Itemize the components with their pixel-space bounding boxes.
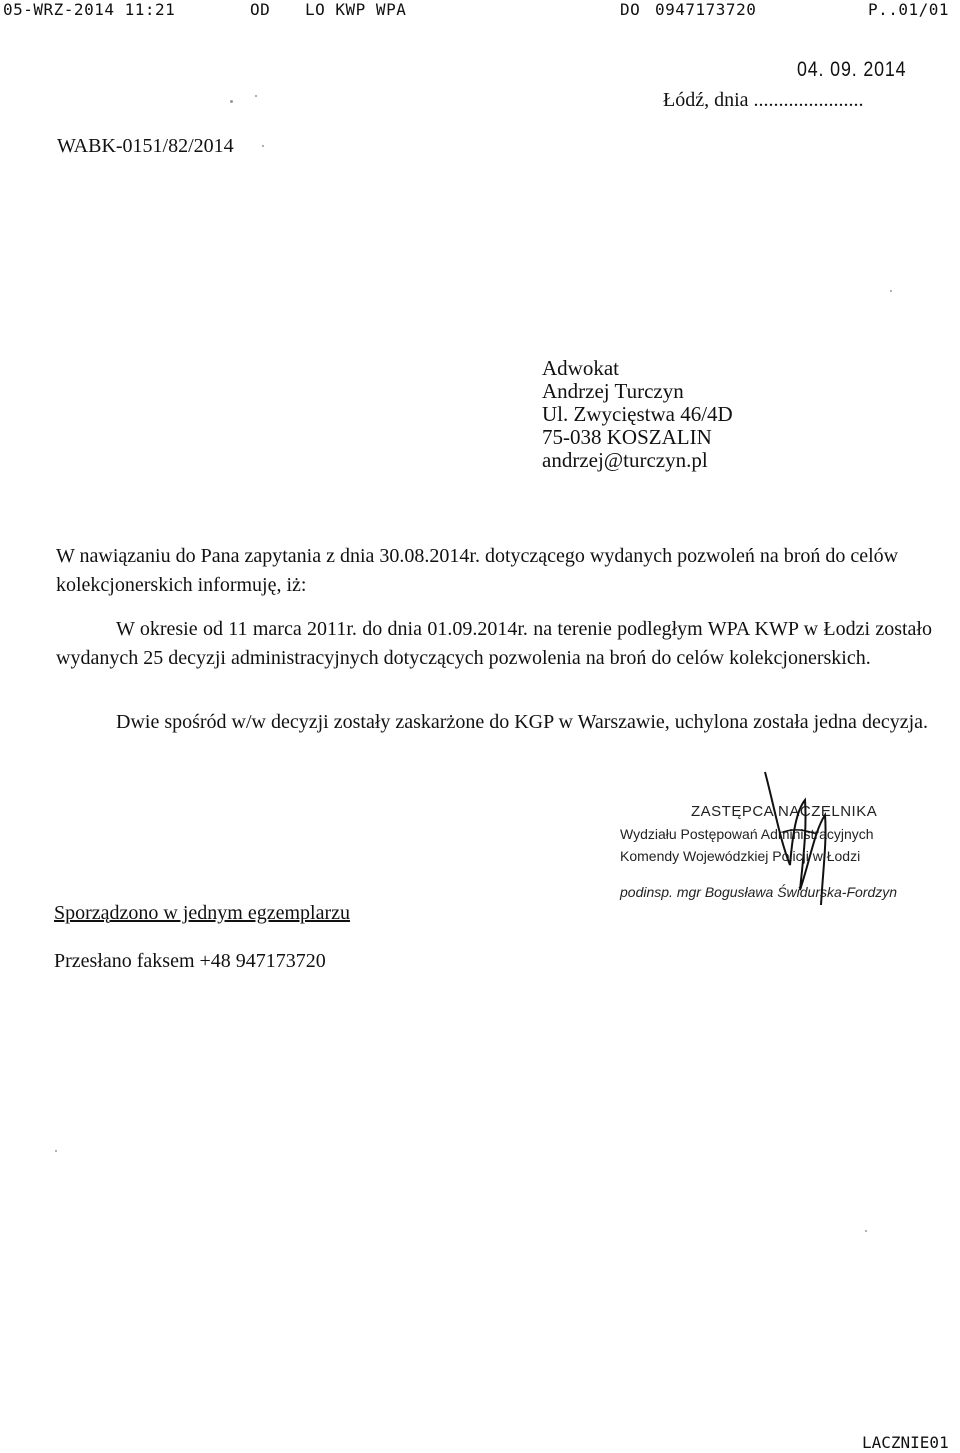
signature-department: Wydziału Postępowań Administracyjnych	[620, 826, 874, 842]
fax-to-label: DO	[620, 0, 641, 19]
scan-speck	[230, 100, 233, 103]
fax-sender: LO KWP WPA	[305, 0, 407, 19]
handwritten-signature	[755, 770, 845, 910]
fax-from-label: OD	[250, 0, 271, 19]
signature-command: Komendy Wojewódzkiej Policji w Łodzi	[620, 848, 861, 864]
scan-speck	[255, 95, 257, 97]
scan-speck	[262, 145, 264, 147]
scan-speck	[865, 1230, 867, 1232]
signature-title: ZASTĘPCA NACZELNIKA	[691, 803, 878, 820]
copies-note: Sporządzono w jednym egzemplarzu	[54, 902, 351, 924]
scan-speck	[890, 290, 892, 292]
recipient-email: andrzej@turczyn.pl	[542, 448, 708, 472]
scan-speck	[55, 1150, 57, 1152]
fax-page: P..01/01	[868, 0, 950, 19]
recipient-title: Adwokat	[542, 356, 619, 380]
fax-sent-note: Przesłano faksem +48 947173720	[54, 950, 326, 972]
body-paragraph-1: W okresie od 11 marca 2011r. do dnia 01.09.2014r. na terenie podległym WPA KWP w Łodzi zostało wydanych 25 decyzji administracyjnych dotyczących pozwolenia na broń do celów kolekcjonerskich.	[56, 618, 932, 669]
recipient-name: Andrzej Turczyn	[542, 379, 684, 403]
recipient-city: 75-038 KOSZALIN	[542, 425, 712, 449]
handwritten-date: 04. 09. 2014	[797, 58, 907, 81]
fax-datetime: 05-WRZ-2014 11:21	[3, 0, 176, 19]
signature-name: podinsp. mgr Bogusława Świdurska-Fordzyn	[620, 884, 898, 900]
body-paragraph-2: Dwie spośród w/w decyzji zostały zaskarżone do KGP w Warszawie, uchylona została jedna decyzja.	[116, 711, 929, 733]
intro-paragraph: W nawiązaniu do Pana zapytania z dnia 30.08.2014r. dotyczącego wydanych pozwoleń na broń do celów kolekcjonerskich informuję, iż:	[56, 545, 899, 596]
fax-footer: LACZNIE01	[862, 1433, 949, 1452]
recipient-street: Ul. Zwycięstwa 46/4D	[542, 402, 733, 426]
place-date: Łódź, dnia ......................	[663, 89, 864, 111]
reference-number: WABK-0151/82/2014	[57, 135, 234, 157]
fax-number: 0947173720	[655, 0, 757, 19]
